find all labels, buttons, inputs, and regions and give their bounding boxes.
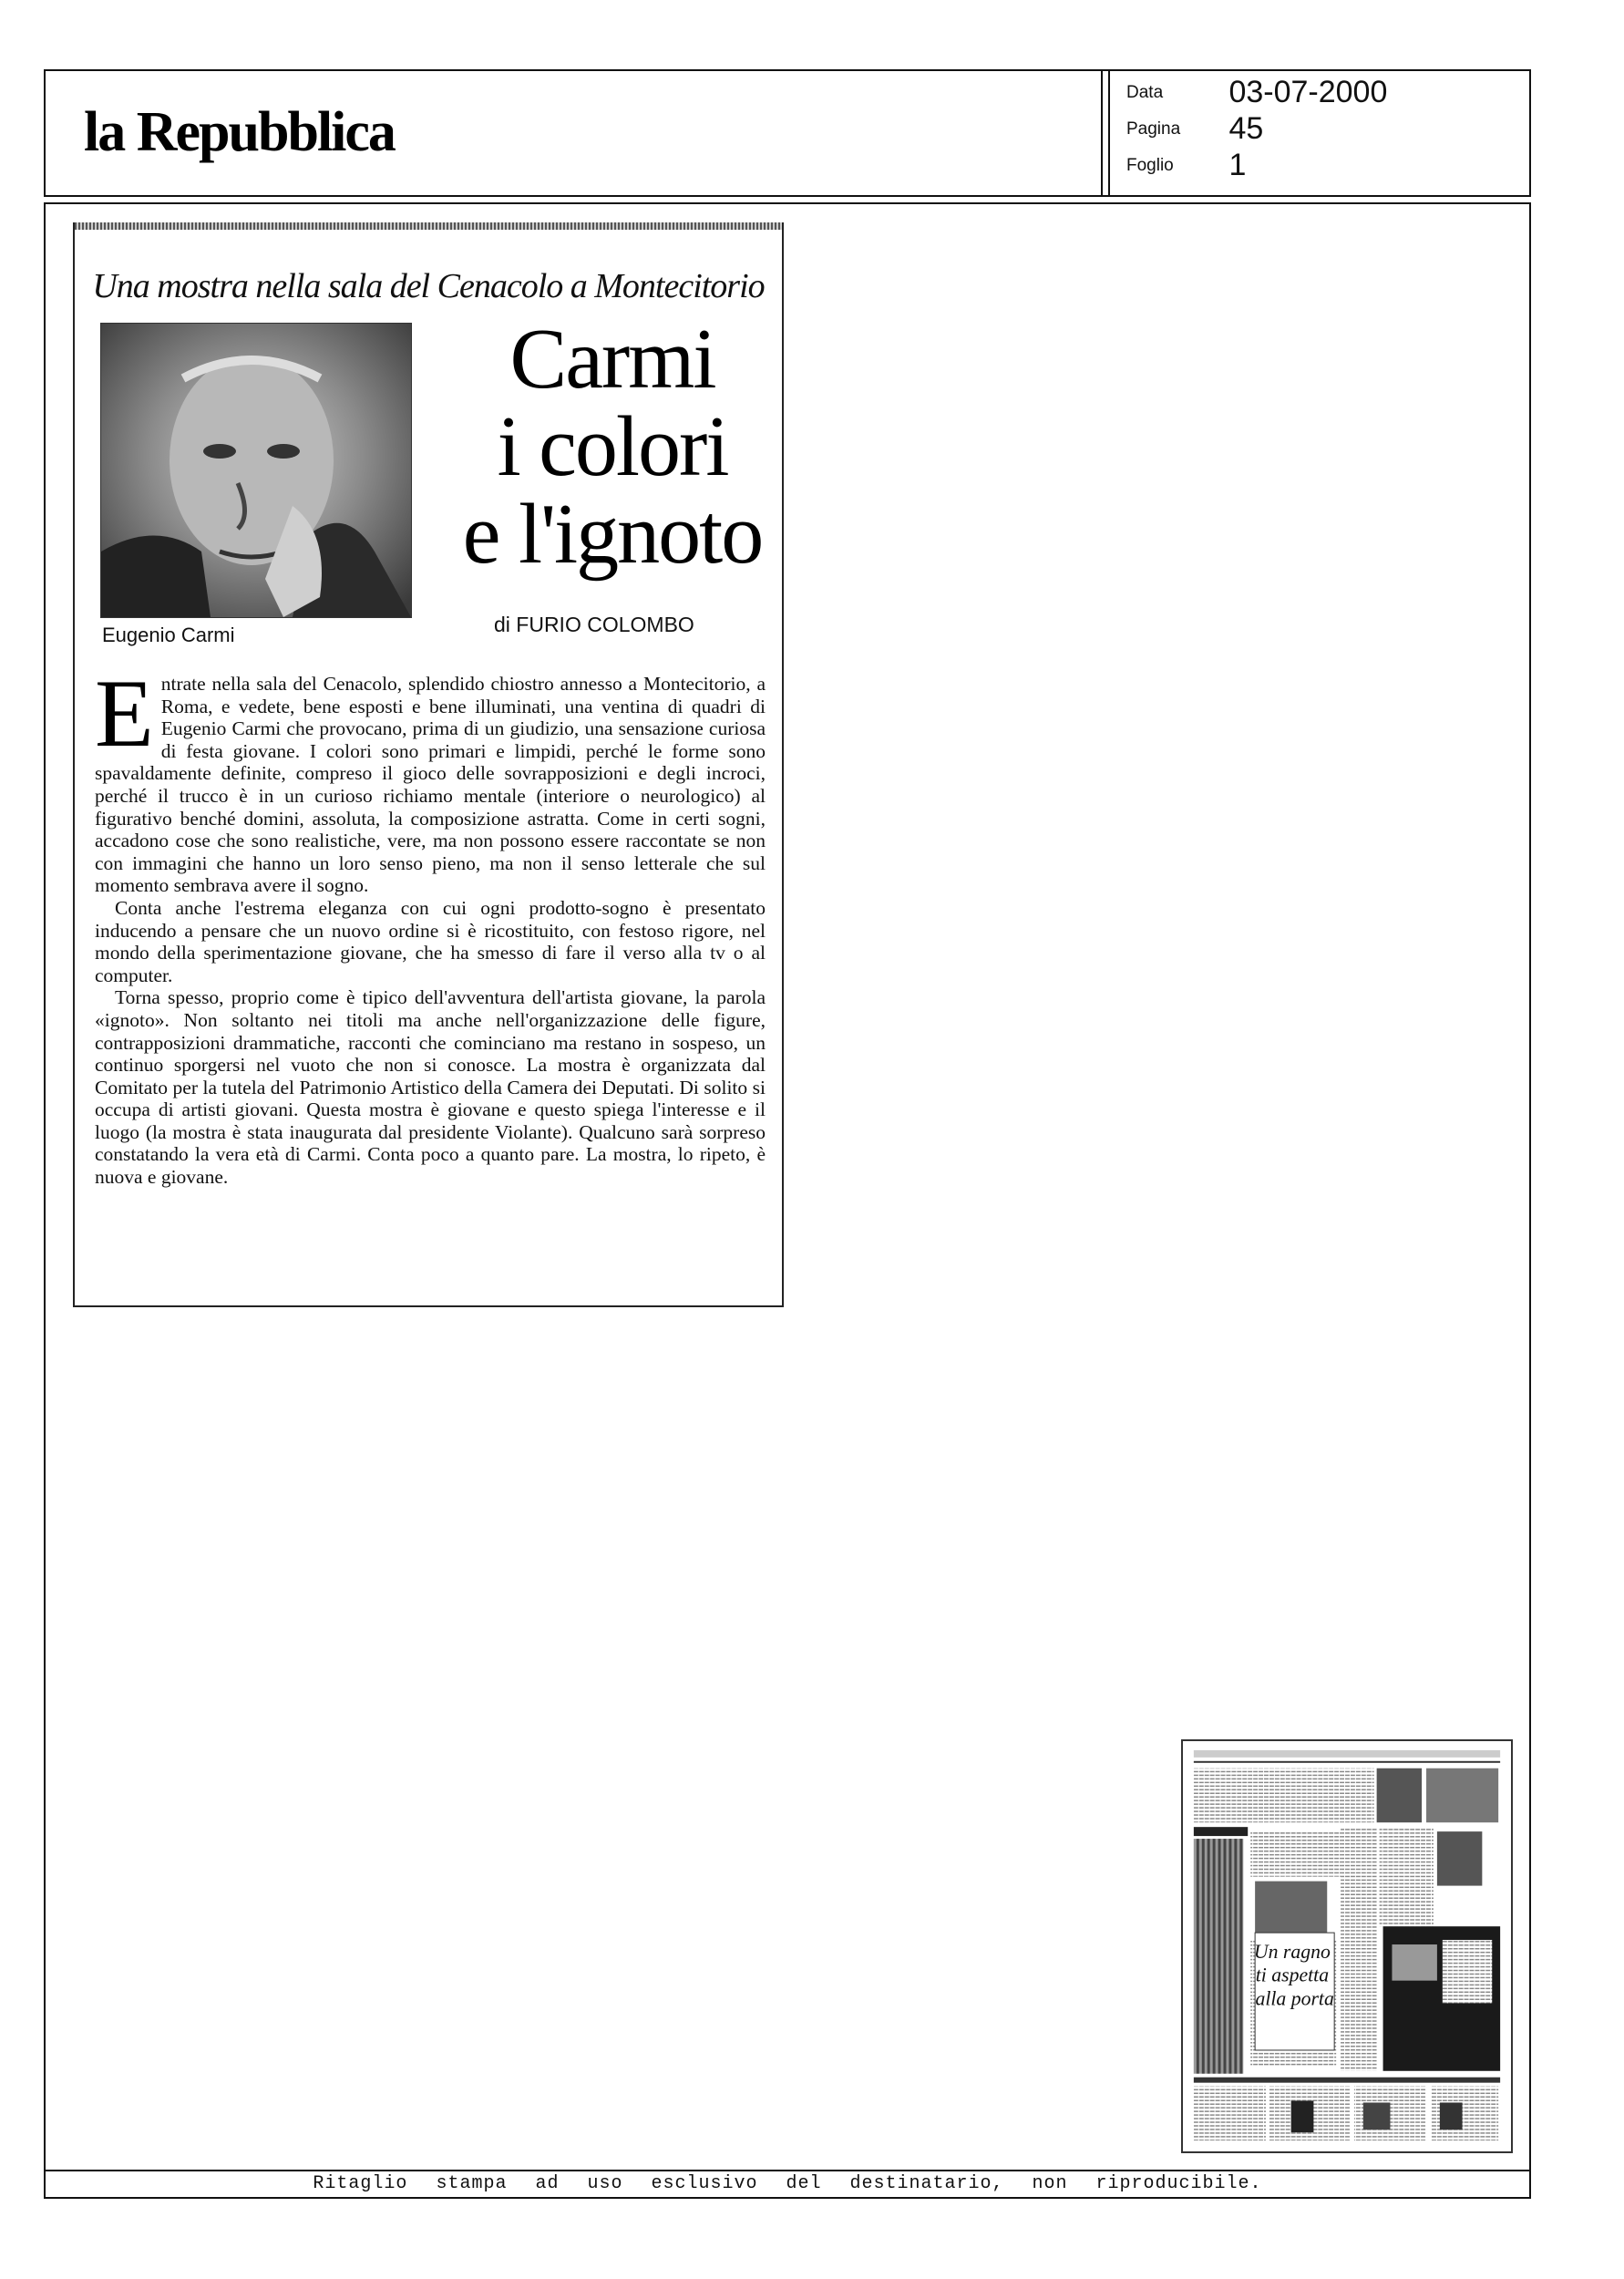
headline-line: i colori: [497, 399, 728, 494]
article-top-rule: [75, 222, 782, 230]
meta-row-foglio: [1126, 148, 1246, 183]
paragraph-text: ntrate nella sala del Cenacolo, splendido chiostro annesso a Montecitorio, a Roma, e vedete, bene esposti e bene illuminati, una ventina di quadri di Eugenio Carmi che provocano, prima di un giudizio, una sensazione curiosa di festa giovane. I colori sono primari e limpidi, perché le forme sono spavaldamente definite, compreso il gioco delle sovrapposizioni e degli incroci, perché il trucco è in un curioso richiamo mentale (interiore o neurologico) al figurativo benché domini, assoluta, la composizione astratta. Come in certi sogni, accadono cose che sono realistiche, vere, ma non possono essere raccontate se non con immagini che hanno un loro senso pieno, ma non il senso letterale che sul momento sembrava avere il sogno.: [95, 673, 766, 897]
thumbnail-title: Un ragno ti aspetta alla porta: [1253, 1940, 1334, 2010]
footer-notice: Ritaglio stampa ad uso esclusivo del destinatario, non riproducibile.: [313, 2173, 1262, 2194]
article-headline: [439, 312, 786, 582]
masthead-logo: la Repubblica: [84, 101, 395, 163]
masthead-box: [46, 71, 1103, 195]
meta-key: Data: [1126, 82, 1164, 102]
article-kicker: Una mostra nella sala del Cenacolo a Montecitorio: [92, 267, 765, 305]
meta-value: 1: [1228, 148, 1247, 182]
drop-cap: E: [95, 660, 154, 767]
article-body: [95, 660, 766, 1189]
article-paragraph: Conta anche l'estrema eleganza con cui ogni prodotto-sogno è presentato inducendo a pensare che un nuovo ordine si è ricostituito, con festoso rigore, nel mondo della sperimentazione giovane, che ha smesso di fare il verso alla tv o al computer.: [95, 896, 766, 986]
footer-rule: [44, 2170, 1531, 2171]
article-byline: di FURIO COLOMBO: [494, 613, 694, 636]
article-paragraph: [95, 660, 766, 897]
headline-line: e l'ignoto: [462, 487, 763, 582]
photo-caption: Eugenio Carmi: [102, 624, 235, 646]
headline-line: Carmi: [509, 312, 715, 407]
meta-row-data: [1126, 75, 1387, 110]
meta-key: Pagina: [1126, 119, 1181, 139]
meta-key: Foglio: [1126, 155, 1174, 175]
article-clipping: [73, 222, 784, 1307]
meta-row-pagina: [1126, 111, 1263, 147]
article-paragraph: Torna spesso, proprio come è tipico dell'avventura dell'artista giovane, la parola «ignoto». Non soltanto nei titoli ma anche nell'organizzazione delle figure, contrapposizioni drammatiche, racconti che cominciano ma restano in sospeso, un continuo sporgersi nel vuoto che non si conosce. La mostra è organizzata dal Comitato per la tutela del Patrimonio Artistico della Camera dei Deputati. Di solito si occupa di artisti giovani. Questa mostra è giovane e questo spiega l'interesse e il luogo (la mostra è stata inaugurata dal presidente Violante). Qualcuno sarà sorpreso constatando la vera età di Carmi. Conta poco a quanto pare. La mostra, lo ripeto, è nuova e giovane.: [95, 986, 766, 1189]
meta-box: [1108, 71, 1529, 195]
page-thumbnail: [1181, 1739, 1513, 2153]
portrait-photo: [100, 323, 412, 618]
meta-value: 45: [1228, 111, 1264, 146]
meta-value: 03-07-2000: [1228, 75, 1388, 109]
